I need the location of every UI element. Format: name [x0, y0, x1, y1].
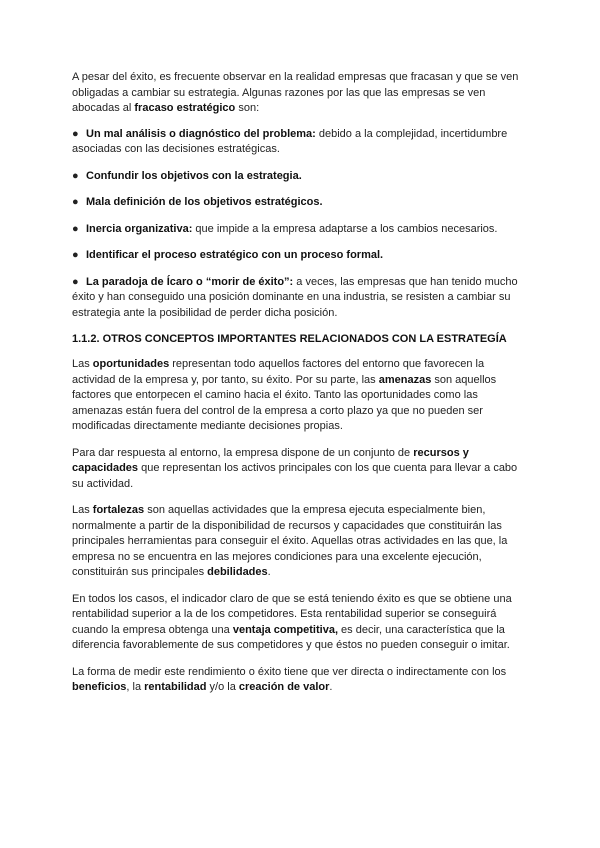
bullet-icon: ●	[72, 196, 79, 208]
paragraph-advantage: En todos los casos, el indicador claro de que se está teniendo éxito es que se obtiene una rentabilidad superior a la de los competidores. Esta rentabilidad superior se conseguirá cuando la empresa obtenga una ventaja competitiva, es decir, una característica que la diferencia favorablemente de sus competidores y que éstos no pueden conseguir o imitar.	[72, 592, 512, 651]
document-page	[72, 70, 528, 707]
bullet-item: ● Mala definición de los objetivos estratégicos.	[72, 195, 528, 211]
paragraph-resources: Para dar respuesta al entorno, la empresa dispone de un conjunto de recursos y capacidades que representan los activos principales con los que cuenta para llevar a cabo su actividad.	[72, 446, 518, 490]
paragraph-strengths: Las fortalezas son aquellas actividades que la empresa ejecuta especialmente bien, normalmente a partir de la disponibilidad de recursos y capacidades que constituirán las principales herramientas para conseguir el éxito. Aquellas otras actividades en las que, la empresa no se encuentra en las mejores condiciones para una excelente ejecución, constituirán sus principales debilidades.	[72, 504, 508, 578]
paragraph-measurement: La forma de medir este rendimiento o éxito tiene que ver directa o indirectamente con los beneficios, la rentabilidad y/o la creación de valor.	[72, 665, 507, 693]
bullet-item: ● Inercia organizativa: que impide a la empresa adaptarse a los cambios necesarios.	[72, 222, 528, 238]
bullet-icon: ●	[72, 275, 79, 288]
bullet-icon: ●	[72, 127, 79, 140]
bullet-item: ● Confundir los objetivos con la estrategia.	[72, 169, 528, 185]
intro-paragraph: A pesar del éxito, es frecuente observar en la realidad empresas que fracasan y que se ven obligadas a cambiar su estrategia. Algunas razones por las que las empresas se ven abocadas al fracaso estratégico son:	[72, 71, 519, 114]
bullet-item: ● Un mal análisis o diagnóstico del problema: debido a la complejidad, incertidumbre asociadas con las decisiones estratégicas.	[72, 127, 508, 155]
bullet-icon: ●	[72, 222, 79, 235]
bullet-item: ● La paradoja de Ícaro o “morir de éxito”: a veces, las empresas que han tenido mucho éxito y han conseguido una posición dominante en una industria, se resisten a cambiar su estrategia ante la posibilidad de perder dicha posición.	[72, 275, 518, 319]
bullet-item: ● Identificar el proceso estratégico con un proceso formal.	[72, 248, 528, 264]
paragraph-opportunities: Las oportunidades representan todo aquellos factores del entorno que favorecen la actividad de la empresa y, por tanto, su éxito. Por su parte, las amenazas son aquellos factores que entorpecen el camino hacia el éxito. Tanto las oportunidades como las amenazas están fuera del control de la empresa a corto plazo ya que no pueden ser modificadas directamente mediante decisiones propias.	[72, 358, 497, 432]
bullet-icon: ●	[72, 249, 79, 261]
bullet-icon: ●	[72, 169, 79, 182]
section-heading: 1.1.2. OTROS CONCEPTOS IMPORTANTES RELACIONADOS CON LA ESTRATEGÍA	[72, 333, 507, 345]
